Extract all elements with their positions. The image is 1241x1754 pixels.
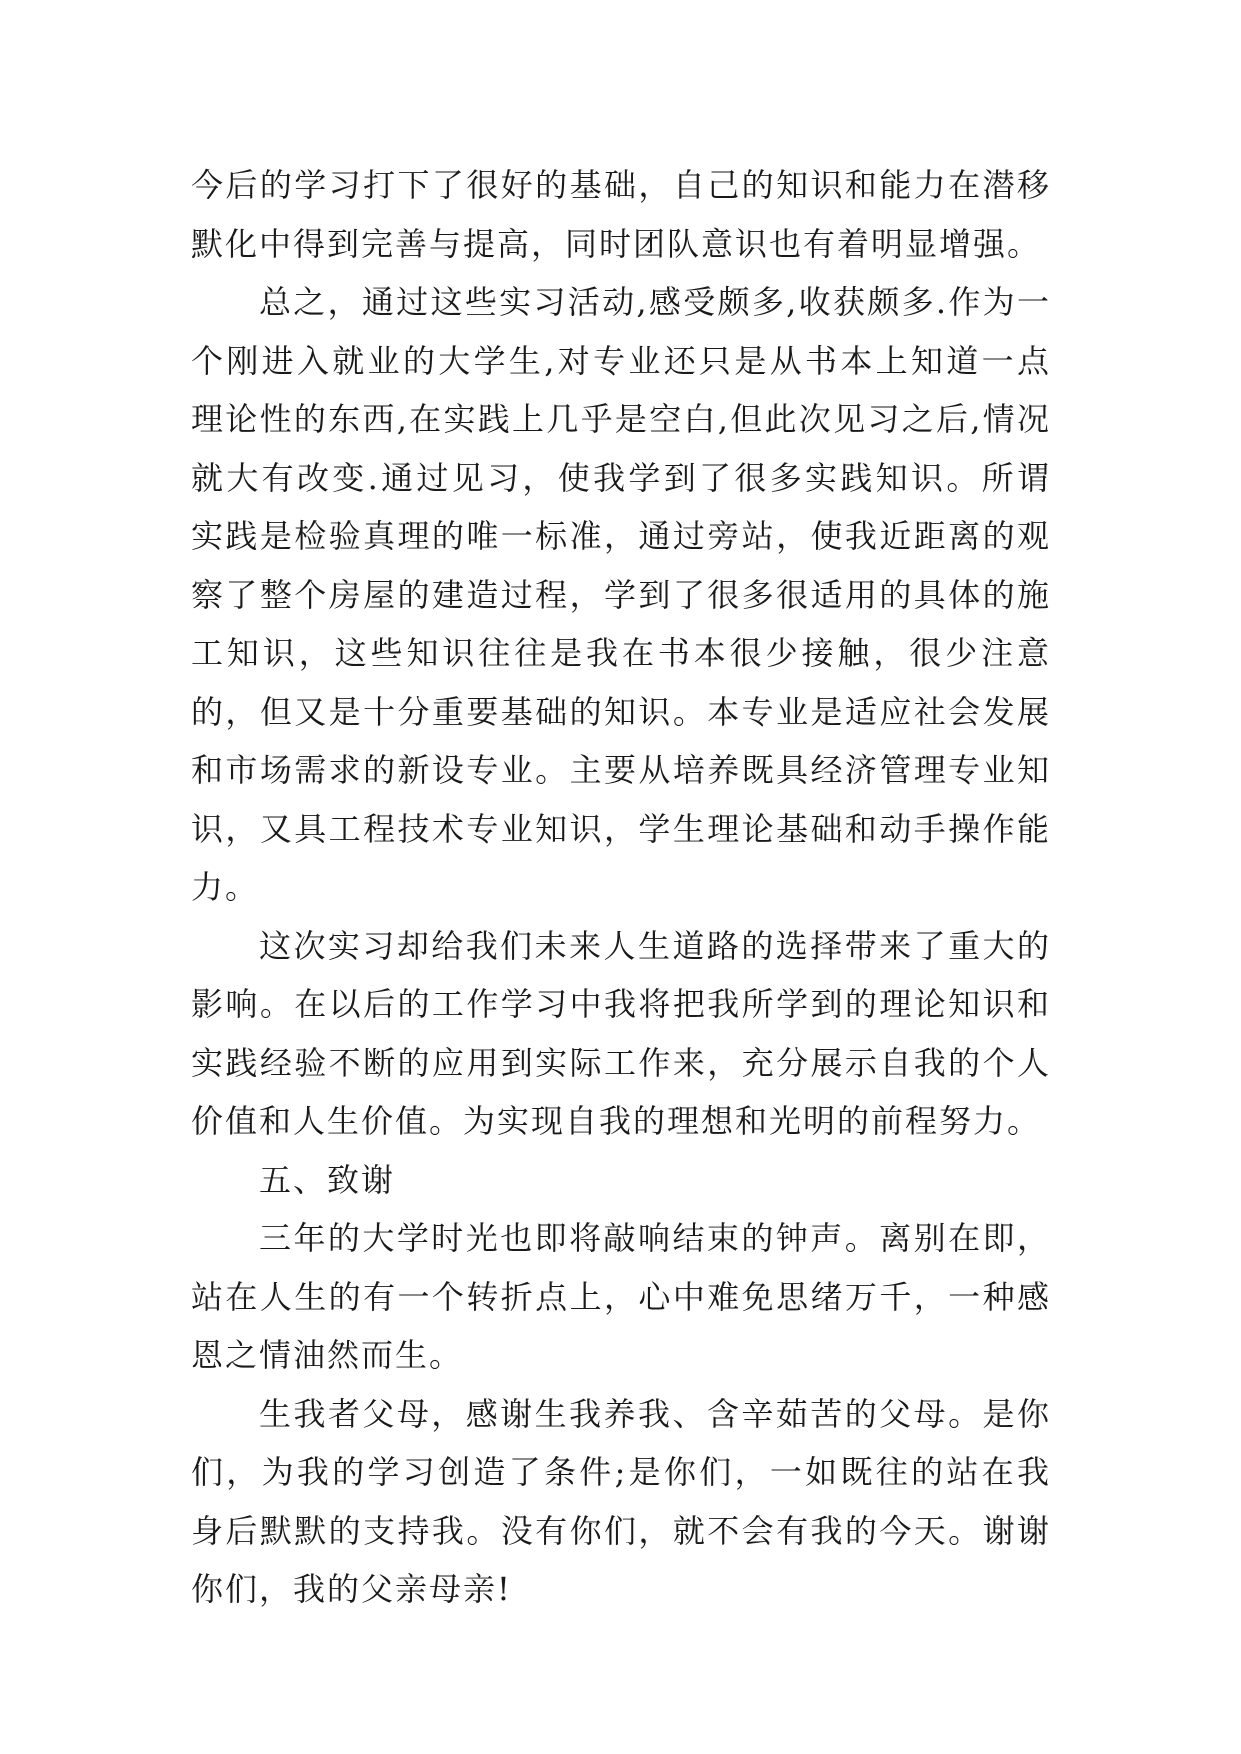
- paragraph-farewell: 三年的大学时光也即将敲响结束的钟声。离别在即，站在人生的有一个转折点上，心中难免思绪万千，一种感恩之情油然而生。: [191, 1219, 1051, 1374]
- paragraph-continuation: 今后的学习打下了很好的基础，自己的知识和能力在潜移默化中得到完善与提高，同时团队意识也有着明显增强。: [191, 166, 1051, 263]
- document-body: [191, 156, 1051, 1619]
- paragraph-thanks-parents: 生我者父母，感谢生我养我、含辛茹苦的父母。是你们，为我的学习创造了条件;是你们，一如既往的站在我身后默默的支持我。没有你们，就不会有我的今天。谢谢你们，我的父亲母亲!: [191, 1394, 1051, 1608]
- paragraph-impact: 这次实习却给我们未来人生道路的选择带来了重大的影响。在以后的工作学习中我将把我所学到的理论知识和实践经验不断的应用到实际工作来，充分展示自我的个人价值和人生价值。为实现自我的理想和光明的前程努力。: [191, 926, 1051, 1140]
- paragraph-summary: 总之，通过这些实习活动,感受颇多,收获颇多.作为一个刚进入就业的大学生,对专业还只是从书本上知道一点理论性的东西,在实践上几乎是空白,但此次见习之后,情况就大有改变.通过见习，使我学到了很多实践知识。所谓实践是检验真理的唯一标准，通过旁站，使我近距离的观察了整个房屋的建造过程，学到了很多很适用的具体的施工知识，这些知识往往是我在书本很少接触，很少注意的，但又是十分重要基础的知识。本专业是适应社会发展和市场需求的新设专业。主要从培养既具经济管理专业知识，又具工程技术专业知识，学生理论基础和动手操作能力。: [191, 283, 1051, 906]
- section-heading-acknowledgement: 五、致谢: [259, 1160, 396, 1199]
